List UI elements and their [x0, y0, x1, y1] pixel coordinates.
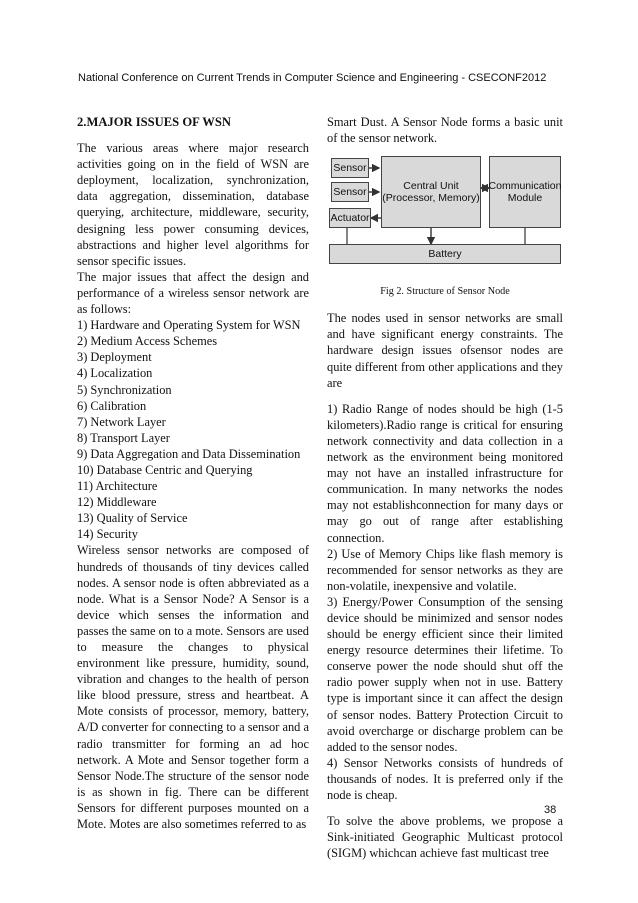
page-number: 38 [544, 804, 557, 816]
paragraph-node-constraints: The nodes used in sensor networks are small and have significant energy constraints. The hardware design issues ofsensor nodes are quite different from other applications and they are [327, 311, 563, 390]
list-item: 7) Network Layer [77, 414, 166, 429]
sensor-box-2: Sensor [331, 182, 369, 202]
communication-module-box [489, 156, 561, 228]
list-item: 6) Calibration [77, 398, 147, 413]
left-column [77, 114, 309, 832]
list-item: 1) Hardware and Operating System for WSN [77, 318, 301, 333]
right-column [327, 114, 563, 861]
module-label: Module [507, 192, 543, 205]
central-unit-sublabel: (Processor, Memory) [382, 192, 480, 205]
list-item: 2) Medium Access Schemes [77, 334, 218, 349]
sensor-node-diagram [327, 152, 563, 276]
list-item: 13) Quality of Service [77, 511, 188, 526]
paragraph-sigm-proposal: To solve the above problems, we propose a Sink-initiated Geographic Multicast protocol (SIGM) whichcan achieve fast multicast tree [327, 814, 563, 861]
point-energy-consumption: 3) Energy/Power Consumption of the sensing device should be minimized and sensor nodes should be energy efficient since their limited energy resource determines their lifetime. To conserve power the node should shut off the radio power supply when not in use. Battery type is important since it can affect the design of sensor nodes. Battery Protection Circuit to avoid overcharge or discharge problem can be added to the sensor nodes. [327, 594, 563, 754]
paragraph-smart-dust: Smart Dust. A Sensor Node forms a basic unit of the sensor network. [327, 115, 563, 146]
central-unit-box [381, 156, 481, 228]
list-item: 9) Data Aggregation and Data Dissemination [77, 446, 301, 461]
issues-list [77, 317, 309, 542]
communication-label: Communication [488, 180, 562, 193]
figure-caption: Fig 2. Structure of Sensor Node [380, 286, 510, 298]
list-item: 8) Transport Layer [77, 430, 170, 445]
sensor-box-1: Sensor [331, 158, 369, 178]
list-item: 14) Security [77, 527, 138, 542]
point-memory-chips: 2) Use of Memory Chips like flash memory is recommended for sensor networks as they are non-volatile, inexpensive and volatile. [327, 546, 563, 593]
section-heading: 2.MAJOR ISSUES OF WSN [77, 115, 231, 129]
list-item: 4) Localization [77, 366, 153, 381]
paragraph-major-issues-intro: The major issues that affect the design and performance of a wireless sensor network are as follows: [77, 269, 309, 317]
paragraph-sensor-node: Wireless sensor networks are composed of hundreds of thousands of tiny devices called nodes. A sensor node is often abbreviated as a node. What is a Sensor Node? A Sensor is a device which senses the information and passes the same on to a mote. Sensors are used to measure the changes to physical environment like pressure, humidity, sound, vibration and changes to the health of person like blood pressure, stress and heartbeat. A Mote consists of processor, memory, battery, A/D converter for connecting to a sensor and a radio transmitter for forming an ad hoc network. A Mote and Sensor together form a Sensor Node.The structure of the sensor node is as shown in fig. There can be different Sensors for different purposes mounted on a Mote. Motes are also sometimes referred to as [77, 543, 309, 832]
actuator-box: Actuator [329, 208, 371, 228]
battery-box: Battery [329, 244, 561, 264]
paragraph-research-areas: The various areas where major research activities going on in the field of WSN are deployment, localization, synchronization, data aggregation, dissemination, database querying, architecture, middleware, security, designing less power consuming devices, abstractions and higher level algorithms for sensor specific issues. [77, 141, 309, 268]
list-item: 11) Architecture [77, 479, 158, 494]
central-unit-label: Central Unit [403, 180, 459, 193]
list-item: 10) Database Centric and Querying [77, 462, 253, 477]
point-radio-range: 1) Radio Range of nodes should be high (1-5 kilometers).Radio range is critical for ensuring network connectivity and data collection in a network as the environment being monitored may not have an installed infrastructure for communication. In many networks the nodes may not establishconnection for many days or may go out of range after establishing connection. [327, 401, 563, 545]
point-node-cost: 4) Sensor Networks consists of hundreds of thousands of nodes. It is preferred only if the node is cheap. [327, 755, 563, 802]
list-item: 5) Synchronization [77, 382, 172, 397]
running-header: National Conference on Current Trends in Computer Science and Engineering - CSECONF2012 [78, 72, 547, 84]
list-item: 12) Middleware [77, 495, 157, 510]
list-item: 3) Deployment [77, 350, 152, 365]
